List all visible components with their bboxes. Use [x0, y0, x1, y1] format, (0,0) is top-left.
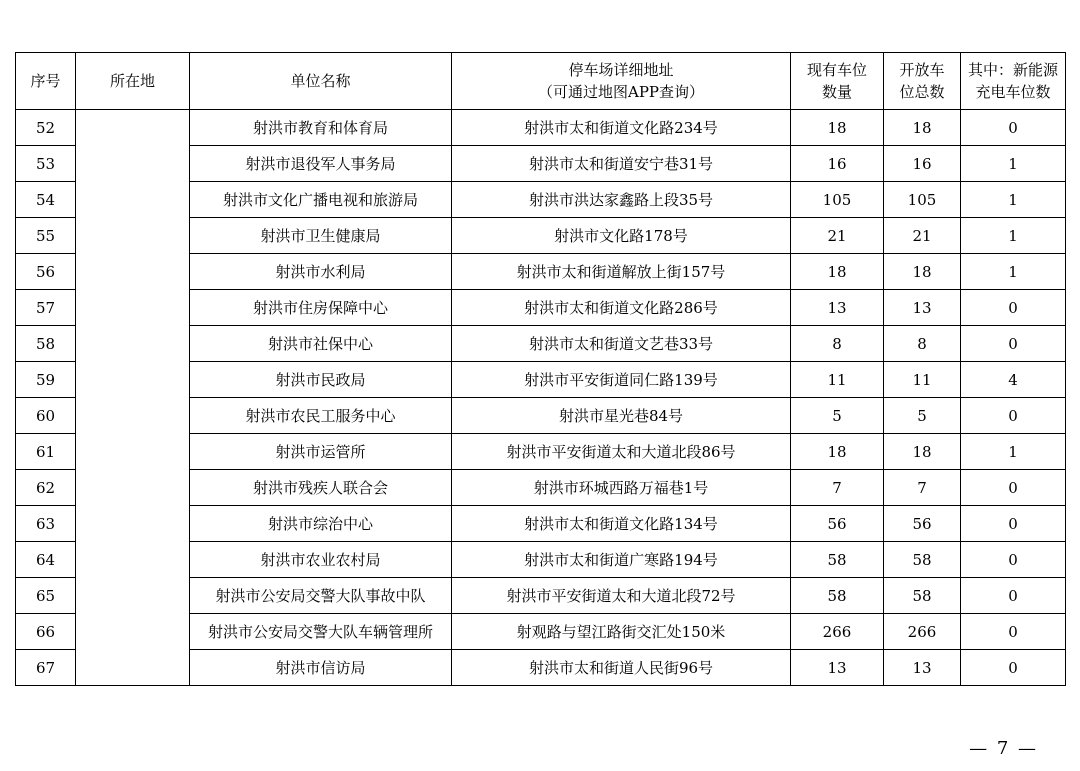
cell-seq: 60 [16, 398, 76, 434]
cell-open: 16 [884, 146, 961, 182]
header-address-line2: （可通过地图APP查询） [537, 83, 705, 101]
cell-ev: 0 [961, 506, 1066, 542]
cell-open: 18 [884, 254, 961, 290]
cell-open: 13 [884, 290, 961, 326]
cell-seq: 53 [16, 146, 76, 182]
parking-table [15, 52, 1066, 686]
cell-unit: 射洪市卫生健康局 [190, 218, 452, 254]
header-seq: 序号 [16, 53, 76, 110]
cell-ev: 0 [961, 650, 1066, 686]
cell-ev: 0 [961, 110, 1066, 146]
cell-seq: 67 [16, 650, 76, 686]
cell-open: 5 [884, 398, 961, 434]
cell-ev: 0 [961, 290, 1066, 326]
cell-existing: 58 [791, 542, 884, 578]
cell-existing: 18 [791, 434, 884, 470]
cell-address: 射洪市太和街道解放上街157号 [452, 254, 791, 290]
cell-address: 射洪市平安街道太和大道北段72号 [452, 578, 791, 614]
cell-seq: 58 [16, 326, 76, 362]
cell-ev: 1 [961, 146, 1066, 182]
cell-unit: 射洪市农民工服务中心 [190, 398, 452, 434]
cell-address: 射观路与望江路街交汇处150米 [452, 614, 791, 650]
header-location: 所在地 [76, 53, 190, 110]
cell-ev: 0 [961, 398, 1066, 434]
cell-ev: 1 [961, 434, 1066, 470]
cell-seq: 59 [16, 362, 76, 398]
cell-address: 射洪市太和街道文化路134号 [452, 506, 791, 542]
cell-address: 射洪市文化路178号 [452, 218, 791, 254]
cell-seq: 54 [16, 182, 76, 218]
cell-existing: 18 [791, 110, 884, 146]
cell-seq: 66 [16, 614, 76, 650]
cell-unit: 射洪市社保中心 [190, 326, 452, 362]
cell-address: 射洪市太和街道文艺巷33号 [452, 326, 791, 362]
cell-ev: 1 [961, 218, 1066, 254]
cell-existing: 58 [791, 578, 884, 614]
cell-seq: 62 [16, 470, 76, 506]
cell-address: 射洪市平安街道同仁路139号 [452, 362, 791, 398]
cell-address: 射洪市平安街道太和大道北段86号 [452, 434, 791, 470]
cell-open: 7 [884, 470, 961, 506]
cell-unit: 射洪市公安局交警大队车辆管理所 [190, 614, 452, 650]
cell-unit: 射洪市农业农村局 [190, 542, 452, 578]
header-open-line2: 位总数 [899, 83, 945, 101]
cell-seq: 64 [16, 542, 76, 578]
cell-ev: 0 [961, 542, 1066, 578]
cell-seq: 61 [16, 434, 76, 470]
cell-unit: 射洪市残疾人联合会 [190, 470, 452, 506]
header-open-spaces [884, 53, 961, 110]
header-address [452, 53, 791, 110]
cell-ev: 0 [961, 326, 1066, 362]
cell-address: 射洪市太和街道人民街96号 [452, 650, 791, 686]
cell-unit: 射洪市住房保障中心 [190, 290, 452, 326]
header-ev-spaces [961, 53, 1066, 110]
table-body [16, 110, 1066, 686]
cell-address: 射洪市环城西路万福巷1号 [452, 470, 791, 506]
cell-existing: 5 [791, 398, 884, 434]
cell-address: 射洪市星光巷84号 [452, 398, 791, 434]
cell-address: 射洪市太和街道文化路234号 [452, 110, 791, 146]
page-number: — 7 — [969, 738, 1038, 759]
cell-seq: 56 [16, 254, 76, 290]
cell-existing: 8 [791, 326, 884, 362]
cell-seq: 65 [16, 578, 76, 614]
header-existing-line1: 现有车位 [806, 61, 867, 79]
cell-address: 射洪市太和街道文化路286号 [452, 290, 791, 326]
cell-seq: 57 [16, 290, 76, 326]
cell-existing: 21 [791, 218, 884, 254]
cell-unit: 射洪市教育和体育局 [190, 110, 452, 146]
cell-unit: 射洪市公安局交警大队事故中队 [190, 578, 452, 614]
cell-open: 58 [884, 578, 961, 614]
cell-unit: 射洪市综治中心 [190, 506, 452, 542]
cell-open: 8 [884, 326, 961, 362]
cell-existing: 13 [791, 650, 884, 686]
cell-unit: 射洪市信访局 [190, 650, 452, 686]
cell-existing: 266 [791, 614, 884, 650]
cell-unit: 射洪市运管所 [190, 434, 452, 470]
cell-unit: 射洪市退役军人事务局 [190, 146, 452, 182]
cell-ev: 1 [961, 254, 1066, 290]
cell-address: 射洪市太和街道安宁巷31号 [452, 146, 791, 182]
cell-existing: 105 [791, 182, 884, 218]
cell-open: 18 [884, 110, 961, 146]
cell-open: 13 [884, 650, 961, 686]
cell-unit: 射洪市水利局 [190, 254, 452, 290]
cell-existing: 56 [791, 506, 884, 542]
cell-location [76, 110, 190, 686]
cell-seq: 52 [16, 110, 76, 146]
cell-open: 58 [884, 542, 961, 578]
cell-address: 射洪市太和街道广寒路194号 [452, 542, 791, 578]
header-unit-name: 单位名称 [190, 53, 452, 110]
cell-open: 105 [884, 182, 961, 218]
cell-existing: 7 [791, 470, 884, 506]
cell-ev: 0 [961, 614, 1066, 650]
table-header-row [16, 53, 1066, 110]
cell-seq: 55 [16, 218, 76, 254]
header-address-line1: 停车场详细地址 [568, 61, 674, 79]
cell-existing: 18 [791, 254, 884, 290]
header-existing-spaces [791, 53, 884, 110]
cell-ev: 1 [961, 182, 1066, 218]
cell-open: 18 [884, 434, 961, 470]
cell-ev: 0 [961, 578, 1066, 614]
cell-existing: 11 [791, 362, 884, 398]
header-ev-line2: 充电车位数 [975, 83, 1051, 101]
cell-seq: 63 [16, 506, 76, 542]
header-open-line1: 开放车 [899, 61, 945, 79]
cell-address: 射洪市洪达家鑫路上段35号 [452, 182, 791, 218]
cell-ev: 0 [961, 470, 1066, 506]
cell-ev: 4 [961, 362, 1066, 398]
cell-unit: 射洪市民政局 [190, 362, 452, 398]
table-row [16, 110, 1066, 146]
header-existing-line2: 数量 [821, 83, 852, 101]
cell-existing: 13 [791, 290, 884, 326]
cell-open: 11 [884, 362, 961, 398]
cell-existing: 16 [791, 146, 884, 182]
cell-open: 56 [884, 506, 961, 542]
header-ev-line1: 其中：新能源 [967, 61, 1058, 79]
cell-unit: 射洪市文化广播电视和旅游局 [190, 182, 452, 218]
cell-open: 21 [884, 218, 961, 254]
cell-open: 266 [884, 614, 961, 650]
